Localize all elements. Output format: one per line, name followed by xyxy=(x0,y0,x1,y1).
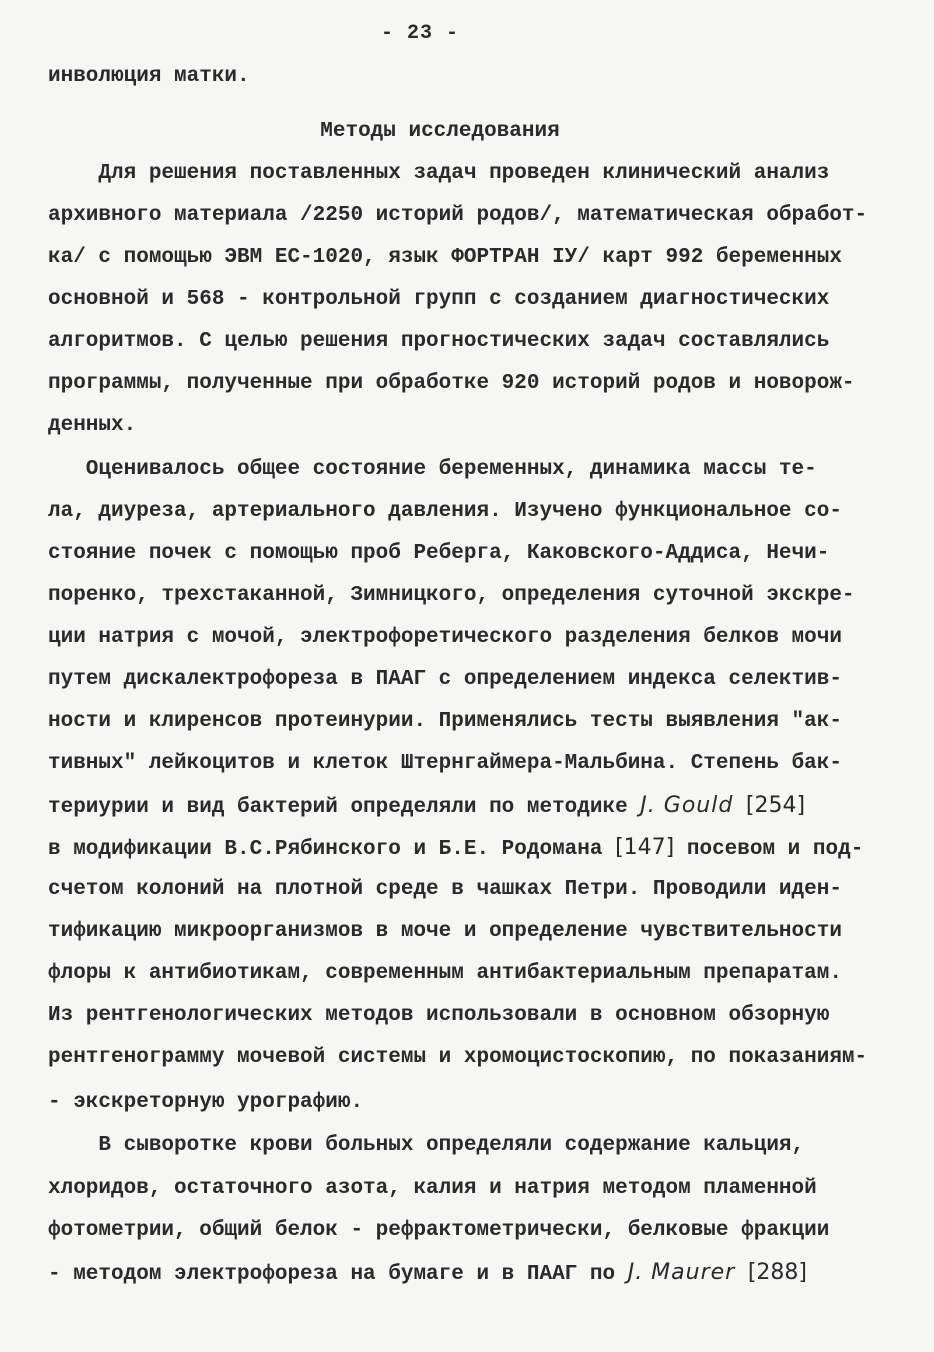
text-line: ности и клиренсов протеинурии. Применялись тесты выявления "ак- xyxy=(48,710,842,733)
text-line: основной и 568 - контрольной групп с созданием диагностических xyxy=(48,288,830,311)
text-span: - методом электрофореза на бумаге и в ПААГ по xyxy=(48,1263,628,1286)
text-line: ции натрия с мочой, электрофоретического разделения белков мочи xyxy=(48,626,842,649)
text-line: Для решения поставленных задач проведен клинический анализ xyxy=(48,162,830,185)
text-line: ка/ с помощью ЭВМ ЕС-1020, язык ФОРТРАН IУ/ карт 992 беременных xyxy=(48,246,842,269)
text-span: в модификации В.С.Рябинского и Б.Е. Родомана xyxy=(48,838,616,861)
handwritten-author: J. Maurer xyxy=(627,1260,736,1285)
text-line: - экскреторную урографию. xyxy=(48,1091,364,1114)
text-line: В сыворотке крови больных определяли содержание кальция, xyxy=(48,1134,805,1157)
citation-ref: [147] xyxy=(615,835,675,860)
handwritten-author: J. Gould xyxy=(640,793,734,818)
page-number: - 23 - xyxy=(380,22,459,45)
text-line: счетом колоний на плотной среде в чашках Петри. Проводили иден- xyxy=(48,878,842,901)
text-line: стояние почек с помощью проб Реберга, Каковского-Аддиса, Нечи- xyxy=(48,542,830,565)
text-line: фотометрии, общий белок - рефрактометрически, белковые фракции xyxy=(48,1219,830,1242)
text-line: рентгенограмму мочевой системы и хромоцистоскопию, по показаниям- xyxy=(48,1046,868,1069)
citation-ref: [288] xyxy=(747,1260,807,1285)
text-line: программы, полученные при обработке 920 историй родов и новорож- xyxy=(48,372,855,395)
text-line: денных. xyxy=(48,414,137,437)
text-line: поренко, трехстаканной, Зимницкого, определения суточной экскре- xyxy=(48,584,855,607)
text-span: териурии и вид бактерий определяли по методике xyxy=(48,796,641,819)
text-line: путем дискалектрофореза в ПААГ с определением индекса селектив- xyxy=(48,668,842,691)
text-line: алгоритмов. С целью решения прогностических задач составлялись xyxy=(48,330,830,353)
text-line: тификацию микроорганизмов в моче и определение чувствительности xyxy=(48,920,842,943)
text-line-with-reference xyxy=(48,1260,807,1288)
text-line-with-reference xyxy=(48,835,863,863)
text-line: хлоридов, остаточного азота, калия и натрия методом пламенной xyxy=(48,1177,817,1200)
text-line: Оценивалось общее состояние беременных, динамика массы те- xyxy=(48,458,817,481)
text-line: архивного материала /2250 историй родов/, математическая обработ- xyxy=(48,204,868,227)
text-line: Из рентгенологических методов использовали в основном обзорную xyxy=(48,1004,830,1027)
text-span: посевом и под- xyxy=(674,838,864,861)
section-heading: Методы исследования xyxy=(320,120,560,143)
text-line: флоры к антибиотикам, современным антибактериальным препаратам. xyxy=(48,962,842,985)
text-line: тивных" лейкоцитов и клеток Штернгаймера-Мальбина. Степень бак- xyxy=(48,752,842,775)
citation-ref: [254] xyxy=(745,793,806,818)
text-line: инволюция матки. xyxy=(48,65,250,88)
text-line: ла, диуреза, артериального давления. Изучено функциональное со- xyxy=(48,500,842,523)
text-line-with-reference xyxy=(48,793,805,821)
